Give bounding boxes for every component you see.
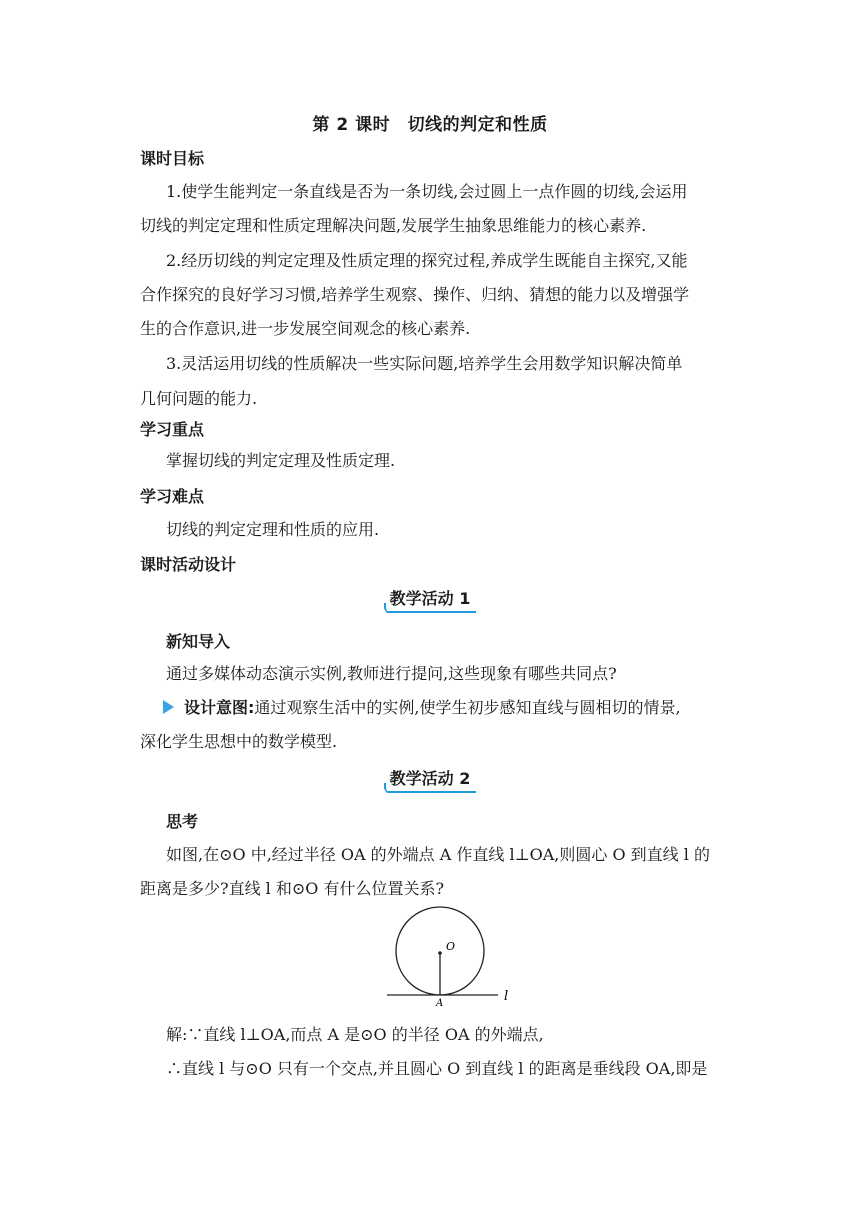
design-heading: 课时活动设计 — [140, 555, 237, 574]
solution-line-2: ∴直线 l 与⊙O 只有一个交点,并且圆心 O 到直线 l 的距离是垂线段 OA,即是 — [166, 1059, 708, 1078]
solution-line-1: 解:∵直线 l⊥OA,而点 A 是⊙O 的半径 OA 的外端点, — [166, 1025, 544, 1044]
label-o: O — [446, 940, 456, 953]
activity-1-badge — [0, 586, 860, 613]
key-points-text: 掌握切线的判定定理及性质定理. — [166, 451, 396, 470]
triangle-marker-icon — [163, 700, 174, 714]
circle-tangent-figure — [380, 905, 520, 1010]
activity-2-badge-label: 教学活动 2 — [384, 766, 477, 793]
objective-3-line-1: 3.灵活运用切线的性质解决一些实际问题,培养学生会用数学知识解决简单 — [166, 354, 683, 373]
difficulties-text: 切线的判定定理和性质的应用. — [166, 520, 380, 539]
design-intent-text: 通过观察生活中的实例,使学生初步感知直线与圆相切的情景, — [254, 698, 681, 717]
objective-1-line-1: 1.使学生能判定一条直线是否为一条切线,会过圆上一点作圆的切线,会运用 — [166, 182, 688, 201]
page-title: 第 2 课时 切线的判定和性质 — [312, 115, 548, 135]
objective-2-line-1: 2.经历切线的判定定理及性质定理的探究过程,养成学生既能自主探究,又能 — [166, 251, 688, 270]
label-a: A — [436, 998, 444, 1009]
design-intent-label: 设计意图: — [184, 698, 255, 717]
activity-1-text: 通过多媒体动态演示实例,教师进行提问,这些现象有哪些共同点? — [166, 664, 617, 683]
objective-2-line-2: 合作探究的良好学习习惯,培养学生观察、操作、归纳、猜想的能力以及增强学 — [140, 285, 690, 304]
label-l: l — [504, 989, 509, 1004]
objectives-heading: 课时目标 — [140, 149, 205, 168]
difficulties-heading: 学习难点 — [140, 487, 205, 506]
objective-3-line-2: 几何问题的能力. — [140, 389, 258, 408]
question-line-2: 距离是多少?直线 l 和⊙O 有什么位置关系? — [140, 879, 445, 898]
question-line-1: 如图,在⊙O 中,经过半径 OA 的外端点 A 作直线 l⊥OA,则圆心 O 到直线 l 的 — [166, 845, 710, 864]
activity-1-badge-label: 教学活动 1 — [384, 586, 477, 613]
key-points-heading: 学习重点 — [140, 420, 205, 439]
center-point — [438, 951, 442, 955]
design-intent-1-continued: 深化学生思想中的数学模型. — [140, 732, 338, 751]
objective-1-line-2: 切线的判定定理和性质定理解决问题,发展学生抽象思维能力的核心素养. — [140, 216, 647, 235]
activity-2-badge — [0, 766, 860, 793]
objective-2-line-3: 生的合作意识,进一步发展空间观念的核心素养. — [140, 319, 471, 338]
activity-1-subheading: 新知导入 — [166, 632, 231, 651]
design-intent-1 — [163, 697, 738, 719]
activity-2-subheading: 思考 — [166, 812, 199, 831]
